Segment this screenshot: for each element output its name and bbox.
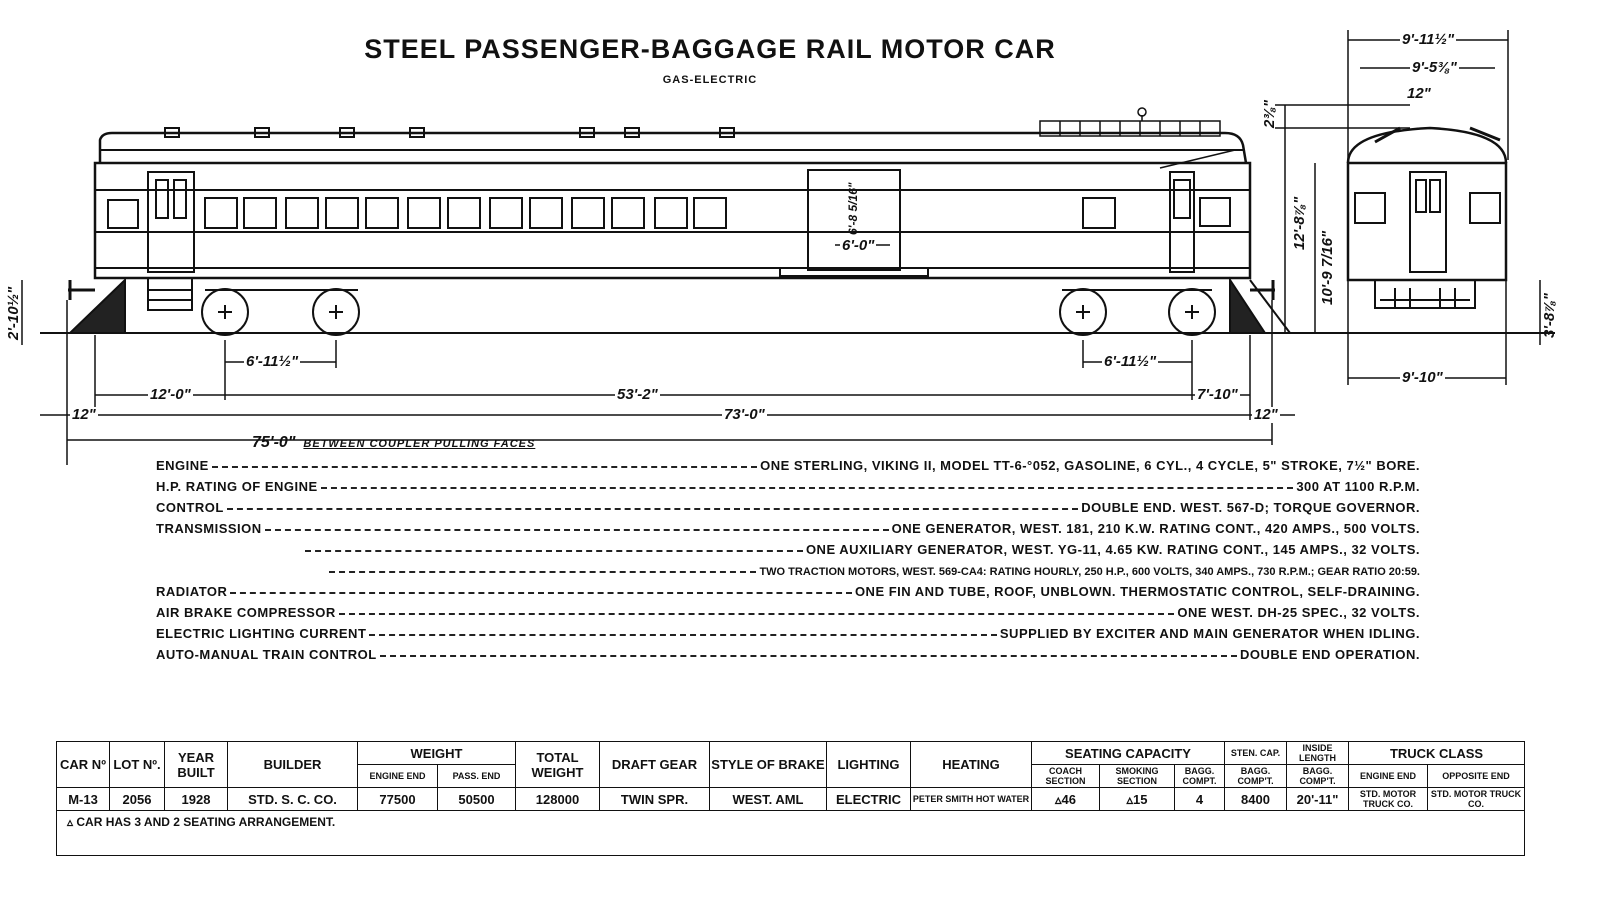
cell-truck-engine-end: STD. MOTOR TRUCK CO. xyxy=(1349,788,1428,811)
spec-control: CONTROL DOUBLE END. WEST. 567-D; TORQUE GOVERNOR. xyxy=(156,500,1420,515)
dim-truck-wheelbase-right: 6'-11½" xyxy=(1104,353,1157,370)
cell-year-built: 1928 xyxy=(165,788,228,811)
drawing-title: STEEL PASSENGER-BAGGAGE RAIL MOTOR CAR xyxy=(364,34,1056,64)
dim-step-height: 2'-10½" xyxy=(5,286,22,340)
cell-lot-no: 2056 xyxy=(110,788,165,811)
hdr-style-of-brake: STYLE OF BRAKE xyxy=(710,742,827,788)
hdr-truck-opposite-end: OPPOSITE END xyxy=(1428,765,1525,788)
cell-pass-end: 50500 xyxy=(438,788,516,811)
table-row xyxy=(57,788,1525,811)
spec-aux-generator: ONE AUXILIARY GENERATOR, WEST. YG-11, 4.65 KW. RATING CONT., 145 AMPS., 32 VOLTS. xyxy=(156,536,1420,557)
dim-overall-height: 12'-8⅞" xyxy=(1291,196,1308,250)
hdr-car-no: CAR Nº xyxy=(57,742,110,788)
dim-overall-length xyxy=(252,434,535,452)
hdr-smoking-section: SMOKING SECTION xyxy=(1100,765,1175,788)
dim-right-overhang: 7'-10" xyxy=(1197,386,1238,403)
spec-list xyxy=(156,452,1420,662)
dim-body-length: 73'-0" xyxy=(724,406,765,423)
hdr-lighting: LIGHTING xyxy=(827,742,911,788)
hdr-weight: WEIGHT xyxy=(358,742,516,765)
hdr-lot-no: LOT Nº. xyxy=(110,742,165,788)
dim-top-width: 9'-11½" xyxy=(1402,31,1455,48)
car-data-table xyxy=(56,741,1525,856)
window-row xyxy=(108,198,1230,228)
dim-coupler-left: 12" xyxy=(72,406,96,423)
hdr-truck-class: TRUCK CLASS xyxy=(1349,742,1525,765)
cell-car-no: M-13 xyxy=(57,788,110,811)
end-doors xyxy=(148,172,1194,272)
car-roof xyxy=(100,133,1246,163)
dim-overall-length-note: BETWEEN COUPLER PULLING FACES xyxy=(303,438,536,450)
cell-draft-gear: TWIN SPR. xyxy=(600,788,710,811)
dim-truck-centers: 53'-2" xyxy=(617,386,658,403)
dim-base-width: 9'-10" xyxy=(1402,369,1443,386)
hdr-seating-capacity: SEATING CAPACITY xyxy=(1032,742,1225,765)
dim-truck-wheelbase-left: 6'-11½" xyxy=(246,353,299,370)
cell-heating: PETER SMITH HOT WATER xyxy=(911,788,1032,811)
hdr-heating: HEATING xyxy=(911,742,1032,788)
dim-roof-clearance: 2⅜" xyxy=(1261,100,1278,128)
hdr-truck-engine-end: ENGINE END xyxy=(1349,765,1428,788)
table-note: ▵ CAR HAS 3 AND 2 SEATING ARRANGEMENT. xyxy=(57,811,1525,856)
hdr-coach-section: COACH SECTION xyxy=(1032,765,1100,788)
cell-builder: STD. S. C. CO. xyxy=(228,788,358,811)
spec-hp-rating: H.P. RATING OF ENGINE 300 AT 1100 R.P.M. xyxy=(156,479,1420,494)
dim-door-width: 6'-0" xyxy=(842,237,875,254)
cell-smoking: ▵15 xyxy=(1100,788,1175,811)
dim-body-height: 10'-9 7/16" xyxy=(1319,230,1336,305)
dim-upper-width: 9'-5⅜" xyxy=(1412,59,1457,76)
trucks xyxy=(202,289,1215,335)
dimension-lines xyxy=(22,30,1540,465)
cell-bagg: 4 xyxy=(1175,788,1225,811)
hdr-sten-cap: STEN. CAP. xyxy=(1225,742,1287,765)
dim-coupler-right: 12" xyxy=(1254,406,1278,423)
dim-left-overhang: 12'-0" xyxy=(150,386,191,403)
steps xyxy=(148,278,192,310)
hdr-year-built: YEAR BUILT xyxy=(165,742,228,788)
spec-air-brake: AIR BRAKE COMPRESSOR ONE WEST. DH-25 SPEC., 32 VOLTS. xyxy=(156,605,1420,620)
cell-style-of-brake: WEST. AML xyxy=(710,788,827,811)
hdr-draft-gear: DRAFT GEAR xyxy=(600,742,710,788)
cell-coach: ▵46 xyxy=(1032,788,1100,811)
hdr-bagg-compt: BAGG. COMPT. xyxy=(1175,765,1225,788)
hdr-builder: BUILDER xyxy=(228,742,358,788)
cell-total-weight: 128000 xyxy=(516,788,600,811)
spec-lighting: ELECTRIC LIGHTING CURRENT SUPPLIED BY EXCITER AND MAIN GENERATOR WHEN IDLING. xyxy=(156,626,1420,641)
spec-train-control: AUTO-MANUAL TRAIN CONTROL DOUBLE END OPERATION. xyxy=(156,647,1420,662)
hdr-inside-bagg: BAGG. COMP'T. xyxy=(1287,765,1349,788)
hdr-pass-end: PASS. END xyxy=(438,765,516,788)
hdr-engine-end: ENGINE END xyxy=(358,765,438,788)
drawing-subtitle: GAS-ELECTRIC xyxy=(662,74,758,86)
dim-floor-height: 3'-8⅞" xyxy=(1541,293,1558,338)
cell-truck-opposite-end: STD. MOTOR TRUCK CO. xyxy=(1428,788,1525,811)
spec-traction-motors: TWO TRACTION MOTORS, WEST. 569-CA4: RATING HOURLY, 250 H.P., 600 VOLTS, 340 AMPS., 730 R.P.M.; GEAR RATIO 20:59. xyxy=(156,557,1420,578)
hdr-sten-bagg: BAGG. COMP'T. xyxy=(1225,765,1287,788)
hdr-inside-length: INSIDE LENGTH xyxy=(1287,742,1349,765)
cell-lighting: ELECTRIC xyxy=(827,788,911,811)
spec-radiator: RADIATOR ONE FIN AND TUBE, ROOF, UNBLOWN. THERMOSTATIC CONTROL, SELF-DRAINING. xyxy=(156,584,1420,599)
hdr-total-weight: TOTAL WEIGHT xyxy=(516,742,600,788)
cell-sten-cap: 8400 xyxy=(1225,788,1287,811)
cell-engine-end: 77500 xyxy=(358,788,438,811)
end-view xyxy=(1348,128,1506,308)
cell-inside-length: 20'-11" xyxy=(1287,788,1349,811)
spec-engine: ENGINE ONE STERLING, VIKING II, MODEL TT-6-°052, GASOLINE, 6 CYL., 4 CYCLE, 5" STROKE, 7½" BORE. xyxy=(156,458,1420,473)
dim-roof-detail: 12" xyxy=(1407,85,1431,102)
dim-overall-length-value: 75'-0" xyxy=(252,434,296,451)
roof-radiator xyxy=(1040,108,1235,168)
dim-door-height: 6'-8 5/16" xyxy=(846,182,860,235)
car-body xyxy=(95,163,1250,278)
spec-transmission: TRANSMISSION ONE GENERATOR, WEST. 181, 210 K.W. RATING CONT., 420 AMPS., 500 VOLTS. xyxy=(156,521,1420,536)
